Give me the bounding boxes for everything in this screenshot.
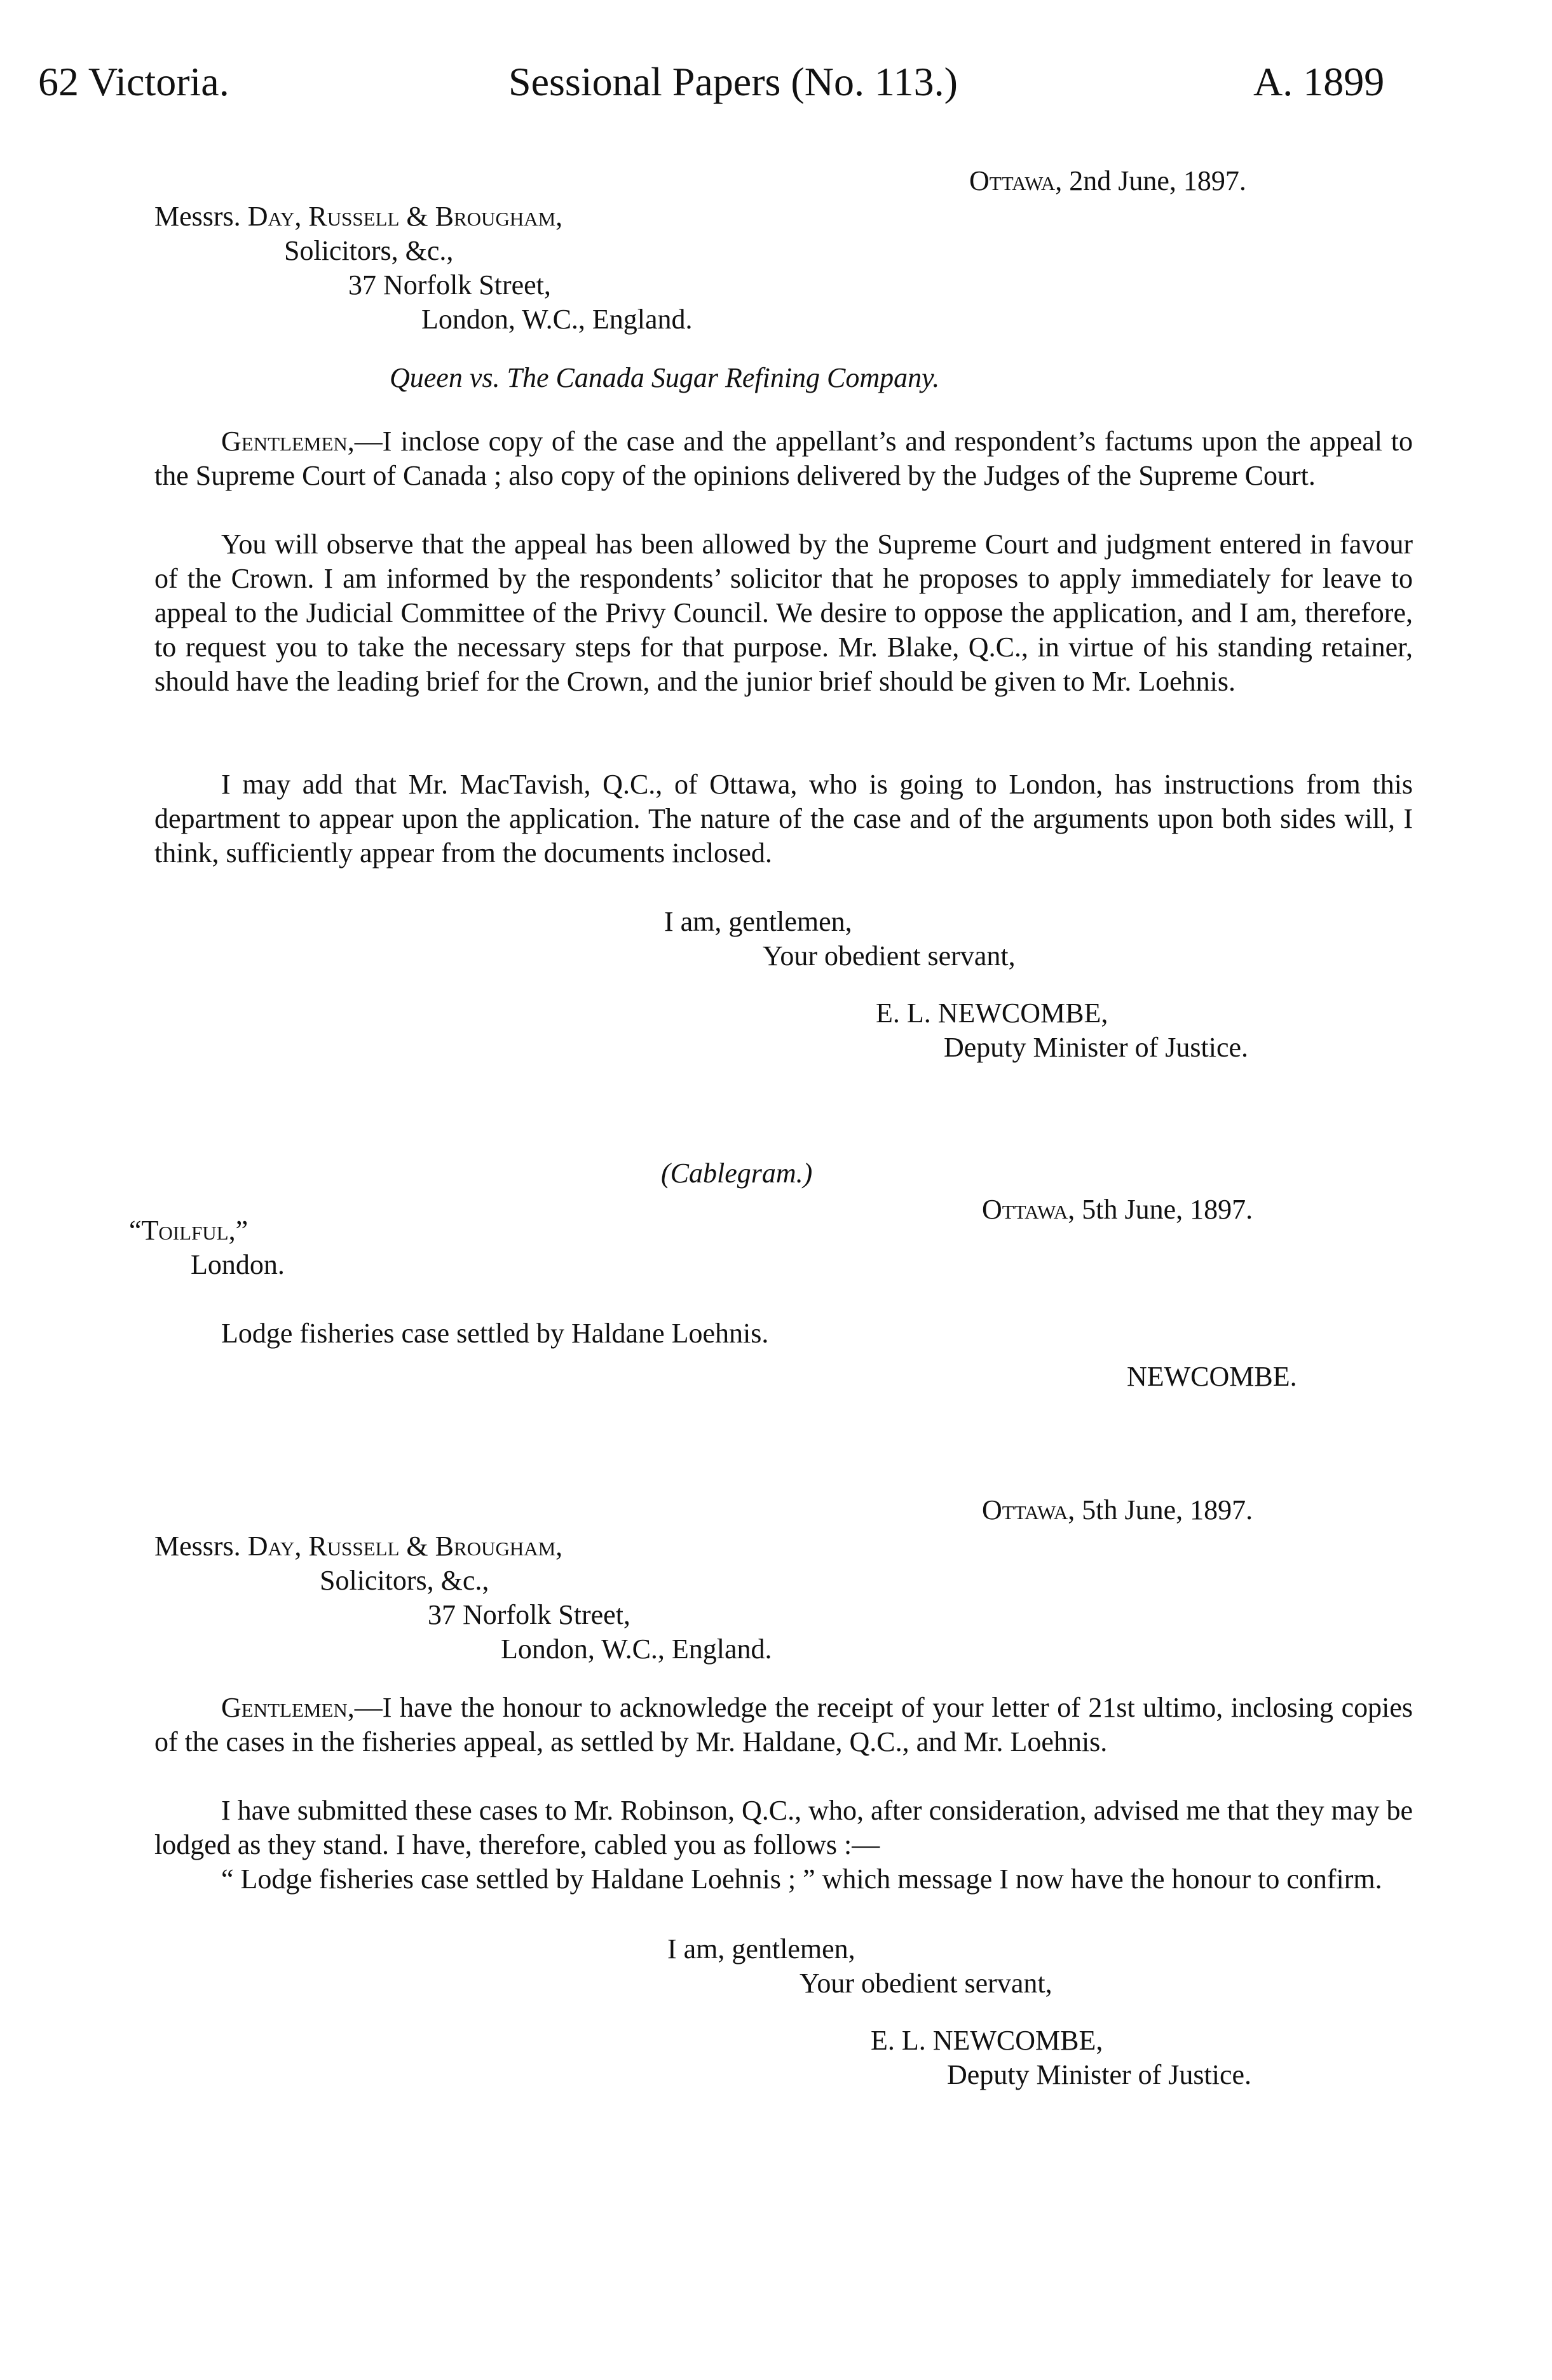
cable-addressee: “Toilful,” (129, 1215, 248, 1246)
letter2-addressee-prefix: Messrs. (154, 1531, 241, 1562)
cable-date: , 5th June, 1897. (1068, 1194, 1253, 1225)
letter1-dateline (969, 164, 1246, 198)
letter1-address-line: London, W.C., England. (421, 304, 693, 335)
letter1-closing: Your obedient servant, (763, 940, 1016, 971)
header-year: A. 1899 (1253, 59, 1385, 104)
letter1-addressee (154, 199, 562, 234)
cable-sender: NEWCOMBE. (1127, 1361, 1297, 1392)
cable-dateline (982, 1193, 1253, 1227)
letter1-addressee-prefix: Messrs. (154, 201, 241, 232)
letter2-closing: I am, gentlemen, (667, 1933, 855, 1964)
letter1-closing: I am, gentlemen, (664, 906, 852, 937)
letter2-address-line: 37 Norfolk Street, (428, 1599, 630, 1630)
letter2-signer-title: Deputy Minister of Justice. (947, 2059, 1252, 2090)
letter2-place: Ottawa (982, 1494, 1068, 1525)
letter1-address-line: 37 Norfolk Street, (348, 269, 551, 301)
letter2-paragraph (154, 1691, 1413, 1759)
letter2-address-line: London, W.C., England. (501, 1633, 772, 1665)
letter2-addressee-names: Day, Russell & Brougham, (247, 1531, 563, 1562)
letter1-paragraph-text: —I inclose copy of the case and the appellant’s and respondent’s factums upon the appeal to the Supreme Court of Canada ; also copy of the opinions delivered by the Judges of the Supreme Court. (154, 426, 1413, 491)
letter1-addressee-names: Day, Russell & Brougham, (247, 201, 563, 232)
header-session: 62 Victoria. (38, 59, 229, 104)
cable-city: London. (191, 1249, 285, 1280)
cable-heading: (Cablegram.) (661, 1158, 813, 1189)
letter2-date: , 5th June, 1897. (1068, 1494, 1253, 1525)
header-title: Sessional Papers (No. 113.) (508, 59, 958, 104)
letter1-signer-title: Deputy Minister of Justice. (944, 1032, 1249, 1063)
letter1-paragraph: You will observe that the appeal has been allowed by the Supreme Court and judgment entered in favour of the Crown. I am informed by the respondents’ solicitor that he proposes to apply immediately for leave to appeal to the Judicial Committee of the Privy Council. We desire to oppose the application, and I am, therefore, to request you to take the necessary steps for that purpose. Mr. Blake, Q.C., in virtue of his standing retainer, should have the leading brief for the Crown, and the junior brief should be given to Mr. Loehnis. (154, 529, 1413, 697)
letter2-closing: Your obedient servant, (800, 1968, 1052, 1999)
cable-place: Ottawa (982, 1194, 1068, 1225)
letter2-address-line: Solicitors, &c., (320, 1565, 489, 1596)
letter2-signature: E. L. NEWCOMBE, (871, 2025, 1103, 2056)
letter2-paragraph: “ Lodge fisheries case settled by Haldane Loehnis ; ” which message I now have the honour to confirm. (221, 1863, 1382, 1895)
letter1-subject: Queen vs. The Canada Sugar Refining Company. (390, 362, 940, 393)
letter1-place: Ottawa (969, 165, 1056, 196)
letter1-salutation: Gentlemen, (221, 426, 355, 457)
letter1-paragraph (154, 424, 1413, 493)
letter2-addressee (154, 1529, 562, 1564)
letter1-address-line: Solicitors, &c., (284, 235, 454, 266)
letter2-salutation: Gentlemen, (221, 1692, 355, 1723)
letter2-dateline (982, 1493, 1253, 1527)
letter1-date: , 2nd June, 1897. (1055, 165, 1246, 196)
letter2-paragraph-text: —I have the honour to acknowledge the receipt of your letter of 21st ultimo, inclosing copies of the cases in the fisheries appeal, as settled by Mr. Haldane, Q.C., and Mr. Loehnis. (154, 1692, 1413, 1757)
letter2-paragraph: I have submitted these cases to Mr. Robinson, Q.C., who, after consideration, advised me that they may be lodged as they stand. I have, therefore, cabled you as follows :— (154, 1795, 1413, 1860)
letter1-signature: E. L. NEWCOMBE, (876, 997, 1108, 1029)
cable-message: Lodge fisheries case settled by Haldane Loehnis. (221, 1318, 769, 1349)
letter1-paragraph: I may add that Mr. MacTavish, Q.C., of Ottawa, who is going to London, has instructions from this department to appear upon the application. The nature of the case and of the arguments upon both sides will, I think, sufficiently appear from the documents inclosed. (154, 769, 1413, 869)
